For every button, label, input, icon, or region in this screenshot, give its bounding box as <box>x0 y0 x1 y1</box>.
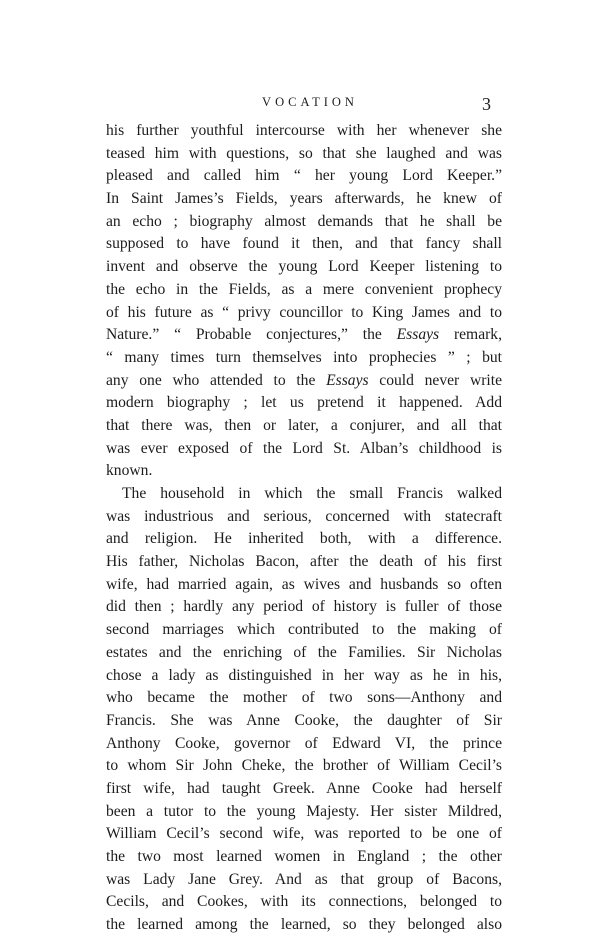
text-line: been a tutor to the young Majesty. Her sister Mildred, <box>106 802 502 820</box>
page-number: 3 <box>482 94 491 114</box>
text-line: did then ; hardly any period of history is fuller of those <box>106 598 502 616</box>
text-line: was Lady Jane Grey. And as that group of Bacons, <box>106 870 502 888</box>
text-line: William Cecil’s second wife, was reported to be one of <box>106 825 502 843</box>
text-line: wife, had married again, as wives and husbands so often <box>106 575 502 593</box>
text-line: his further youthful intercourse with her whenever she <box>106 122 502 139</box>
body-text <box>106 120 502 937</box>
text-line: second marriages which contributed to the making of <box>106 621 502 639</box>
text-line: an echo ; biography almost demands that he shall be <box>106 212 502 230</box>
text-line: of his future as “ privy councillor to King James and to <box>106 303 502 321</box>
text-line: first wife, had taught Greek. Anne Cooke had herself <box>106 779 502 797</box>
text-line: was industrious and serious, concerned with statecraft <box>106 507 502 525</box>
text-line: Francis. She was Anne Cooke, the daughter of Sir <box>106 711 502 729</box>
text-line: any one who attended to the Essays could never write <box>106 371 502 389</box>
text-line: that there was, then or later, a conjurer, and all that <box>106 416 502 434</box>
text-line: who became the mother of two sons—Anthony and <box>106 689 502 707</box>
text-line: Nature.” “ Probable conjectures,” the Essays remark, <box>106 326 502 344</box>
text-line: the echo in the Fields, as a mere convenient prophecy <box>106 280 502 298</box>
text-line: supposed to have found it then, and that fancy shall <box>106 235 502 253</box>
text-line: His father, Nicholas Bacon, after the death of his first <box>106 553 502 571</box>
text-line: chose a lady as distinguished in her way as he in his, <box>106 666 502 684</box>
text-line: teased him with questions, so that she laughed and was <box>106 144 502 162</box>
text-line: Cecils, and Cookes, with its connections, belonged to <box>106 893 502 911</box>
text-line: the learned among the learned, so they belonged also <box>106 916 502 934</box>
text-line: Anthony Cooke, governor of Edward VI, the prince <box>106 734 502 752</box>
text-line: estates and the enriching of the Families. Sir Nicholas <box>106 643 502 661</box>
text-line: modern biography ; let us pretend it happened. Add <box>106 394 502 412</box>
text-line: invent and observe the young Lord Keeper listening to <box>106 258 502 276</box>
text-line: The household in which the small Francis walked <box>122 485 502 502</box>
running-header-title: VOCATION <box>262 95 358 109</box>
text-line: the two most learned women in England ; the other <box>106 848 502 865</box>
text-line: was ever exposed of the Lord St. Alban’s childhood is <box>106 439 502 457</box>
text-line: “ many times turn themselves into prophecies ” ; but <box>106 348 502 366</box>
text-line: pleased and called him “ her young Lord Keeper.” <box>106 167 502 185</box>
text-line: and religion. He inherited both, with a difference. <box>106 530 502 548</box>
text-line: In Saint James’s Fields, years afterwards, he knew of <box>106 190 502 208</box>
text-line: known. <box>106 462 153 480</box>
text-line: to whom Sir John Cheke, the brother of William Cecil’s <box>106 757 502 775</box>
